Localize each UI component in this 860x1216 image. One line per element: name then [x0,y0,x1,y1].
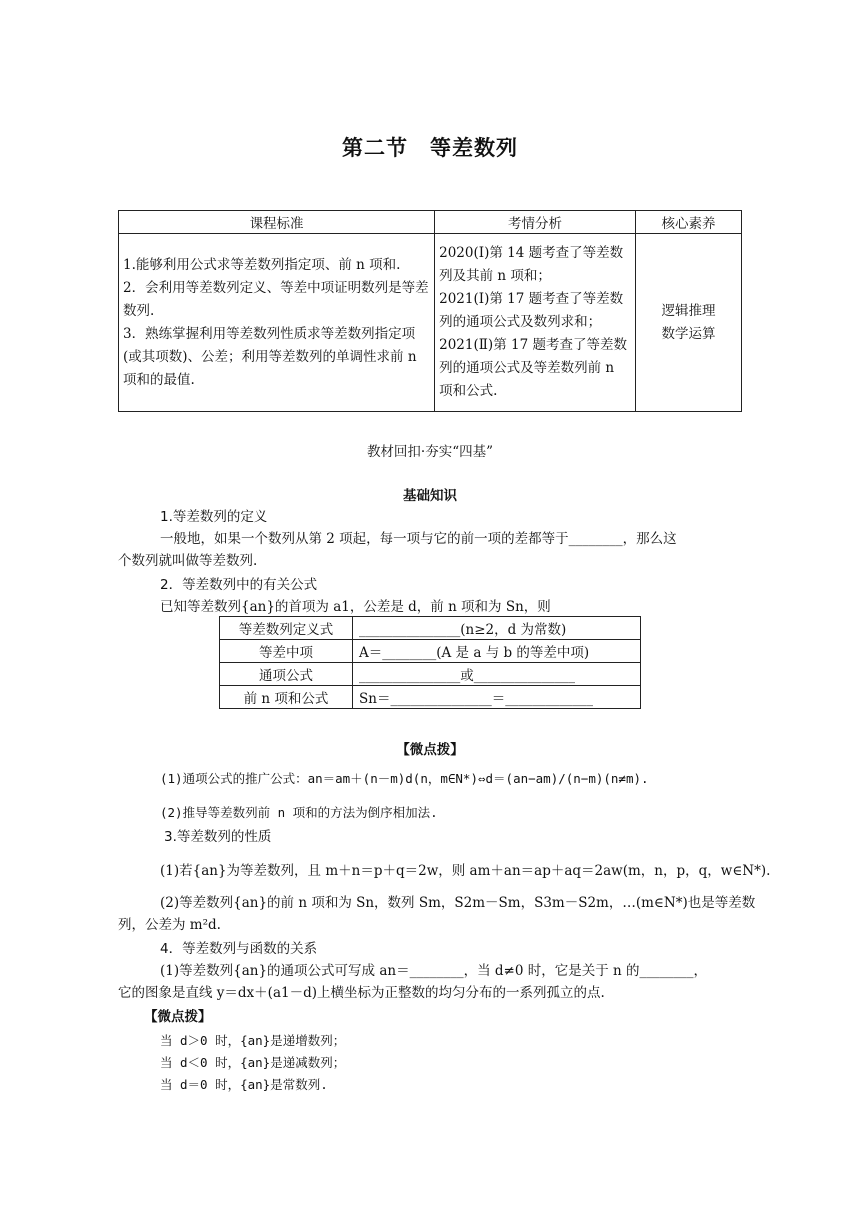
standard-3: 3．熟练掌握利用等差数列性质求等差数列指定项(或其项数)、公差；利用等差数列的单调性求前 n 项和的最值. [123,325,417,388]
analysis-1: 2020(Ⅰ)第 14 题考查了等差数列及其前 n 项和； [439,245,624,284]
tip1-line1: (1)通项公式的推广公式：an＝am＋(n－m)d(n，m∈N*)⇔d＝(an−am)/(n−m)(n≠m). [160,771,649,786]
tip2-line1: 当 d＞0 时，{an}是递增数列； [160,1033,346,1048]
s2-heading: 2．等差数列中的有关公式 [160,577,318,593]
analysis-cell [435,234,636,412]
analysis-2: 2021(Ⅰ)第 17 题考查了等差数列的通项公式及数列求和； [439,291,624,330]
s4-line1b: 它的图象是直线 y＝dx＋(a1－d)上横坐标为正整数的均匀分布的一系列孤立的点. [118,985,605,1001]
formula-table [219,616,641,709]
literacy-1: 逻辑推理 [661,302,716,319]
standards-cell [119,234,435,412]
row-value: _______________或_______________ [353,663,641,686]
page-title: 第二节 等差数列 [342,136,518,160]
s4-heading: 4．等差数列与函数的关系 [160,941,318,957]
s3-line2a: (2)等差数列{an}的前 n 项和为 Sn，数列 Sm，S2m－Sm，S3m－S2m，…(m∈N*)也是等差数 [160,895,756,911]
row-label: 等差数列定义式 [220,617,353,640]
s2-intro: 已知等差数列{an}的首项为 a1，公差是 d，前 n 项和为 Sn，则 [160,599,551,615]
curriculum-table [118,210,742,412]
standard-1: 1.能够利用公式求等差数列指定项、前 n 项和. [123,256,401,273]
row-label: 等差中项 [220,640,353,663]
standard-2: 2．会利用等差数列定义、等差中项证明数列是等差数列. [123,279,429,319]
s3-heading: 3.等差数列的性质 [164,829,272,845]
row-value: _______________(n≥2，d 为常数) [353,617,641,640]
s3-line1: (1)若{an}为等差数列，且 m＋n＝p＋q＝2w，则 am＋an＝ap＋aq＝2aw(m，n，p，q，w∈N*). [160,863,771,879]
row-label: 前 n 项和公式 [220,686,353,709]
s4-line1a: (1)等差数列{an}的通项公式可写成 an＝________，当 d≠0 时，它是关于 n 的________， [160,963,707,979]
row-value: Sn＝_______________＝_____________ [353,686,641,709]
row-value: A＝________(A 是 a 与 b 的等差中项) [353,640,641,663]
section-heading: 教材回扣·夯实“四基” [366,444,494,460]
header-standard: 课程标准 [119,211,435,234]
header-literacy: 核心素养 [635,211,741,234]
basic-heading: 基础知识 [403,488,457,504]
s1-heading: 1.等差数列的定义 [160,509,268,525]
literacy-2: 数学运算 [661,325,716,342]
s1-text-a: 一般地，如果一个数列从第 2 项起，每一项与它的前一项的差都等于________，那么这 [160,531,677,547]
tip2-line3: 当 d＝0 时，{an}是常数列. [160,1077,328,1092]
row-label: 通项公式 [220,663,353,686]
tip2-line2: 当 d＜0 时，{an}是递减数列； [160,1055,346,1070]
tip1-heading: 【微点拨】 [396,742,464,758]
s3-line2b: 列，公差为 m²d. [118,917,221,933]
tip1-line2: (2)推导等差数列前 n 项和的方法为倒序相加法. [160,805,438,820]
analysis-3: 2021(Ⅱ)第 17 题考查了等差数列的通项公式及等差数列前 n 项和公式. [439,337,627,399]
s1-text-b: 个数列就叫做等差数列. [118,553,258,569]
header-analysis: 考情分析 [435,211,636,234]
tip2-heading: 【微点拨】 [144,1009,212,1025]
literacy-cell [635,234,741,412]
